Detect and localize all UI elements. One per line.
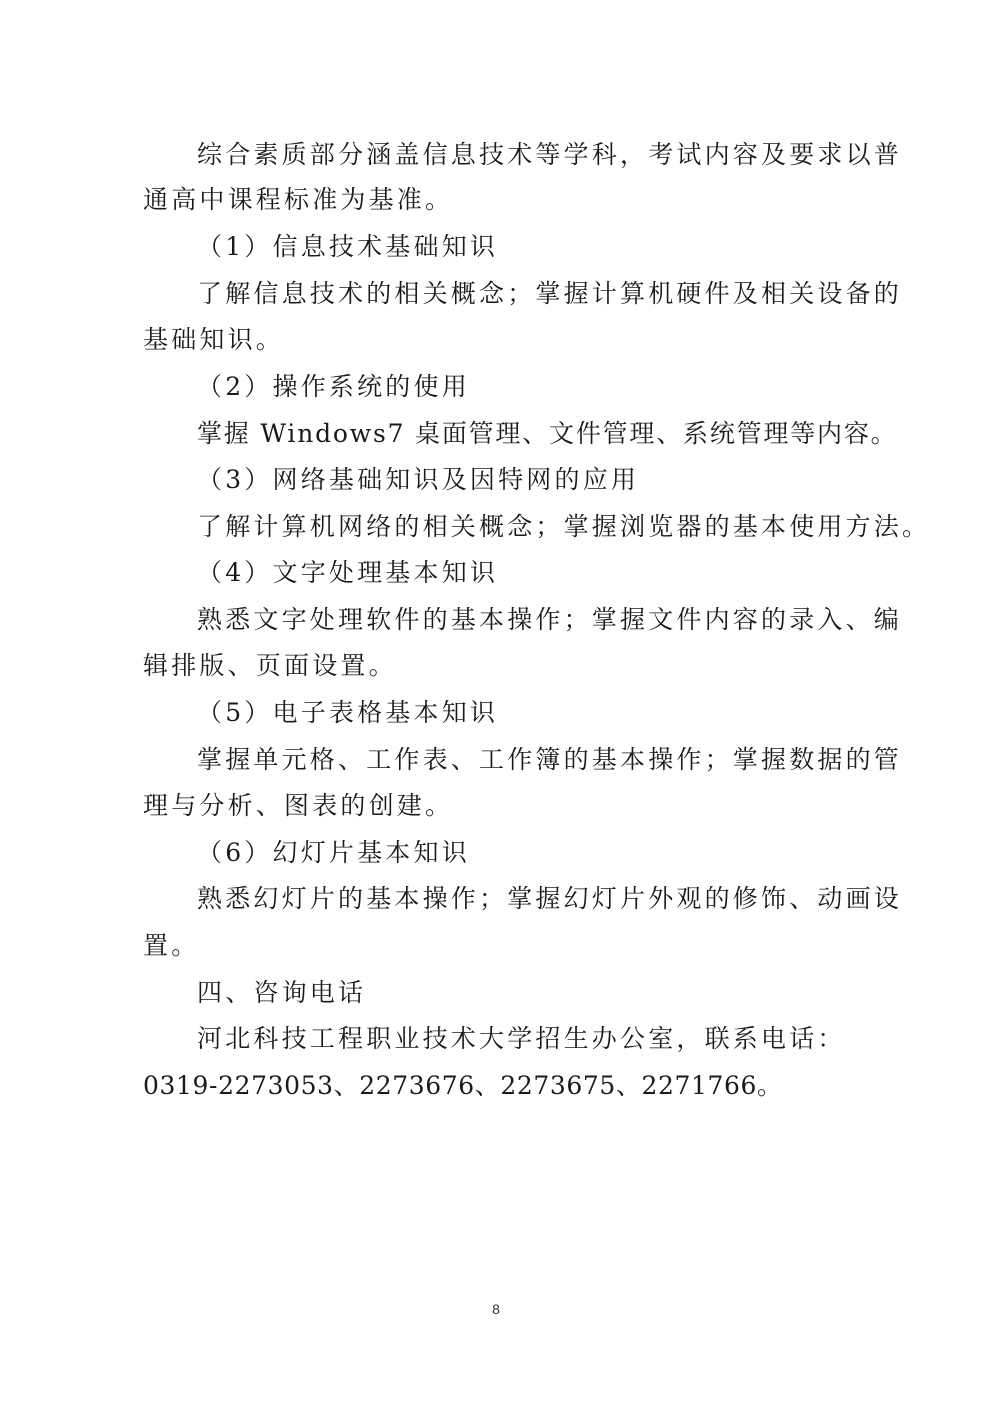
section-1-body-line-1: 了解信息技术的相关概念；掌握计算机硬件及相关设备的 <box>197 279 903 308</box>
section-heading-3: （3）网络基础知识及因特网的应用 <box>197 465 640 494</box>
section-3-body-line-1: 了解计算机网络的相关概念；掌握浏览器的基本使用方法。 <box>197 512 931 541</box>
section-6-body-line-1: 熟悉幻灯片的基本操作；掌握幻灯片外观的修饰、动画设 <box>197 884 903 913</box>
section-heading-5: （5）电子表格基本知识 <box>197 698 499 727</box>
section-6-body-line-2: 置。 <box>143 931 200 960</box>
page-number: 8 <box>492 1301 500 1317</box>
intro-paragraph-line-1: 综合素质部分涵盖信息技术等学科，考试内容及要求以普 <box>197 140 903 169</box>
section-4-body-line-2: 辑排版、页面设置。 <box>143 651 397 680</box>
consult-line-1: 河北科技工程职业技术大学招生办公室，联系电话： <box>197 1024 846 1053</box>
intro-paragraph-line-2: 通高中课程标准为基准。 <box>143 185 454 214</box>
section-5-body-line-1: 掌握单元格、工作表、工作簿的基本操作；掌握数据的管 <box>197 745 903 774</box>
section-heading-2: （2）操作系统的使用 <box>197 372 470 401</box>
section-2-body-line-1: 掌握 Windows7 桌面管理、文件管理、系统管理等内容。 <box>197 419 898 448</box>
consult-phone-numbers: 0319-2273053、2273676、2273675、2271766。 <box>143 1071 783 1100</box>
consult-heading: 四、咨询电话 <box>197 978 367 1007</box>
section-heading-4: （4）文字处理基本知识 <box>197 558 499 587</box>
section-4-body-line-1: 熟悉文字处理软件的基本操作；掌握文件内容的录入、编 <box>197 605 903 634</box>
section-heading-6: （6）幻灯片基本知识 <box>197 838 470 867</box>
section-heading-1: （1）信息技术基础知识 <box>197 232 499 261</box>
section-1-body-line-2: 基础知识。 <box>143 325 285 354</box>
section-5-body-line-2: 理与分析、图表的创建。 <box>143 791 454 820</box>
